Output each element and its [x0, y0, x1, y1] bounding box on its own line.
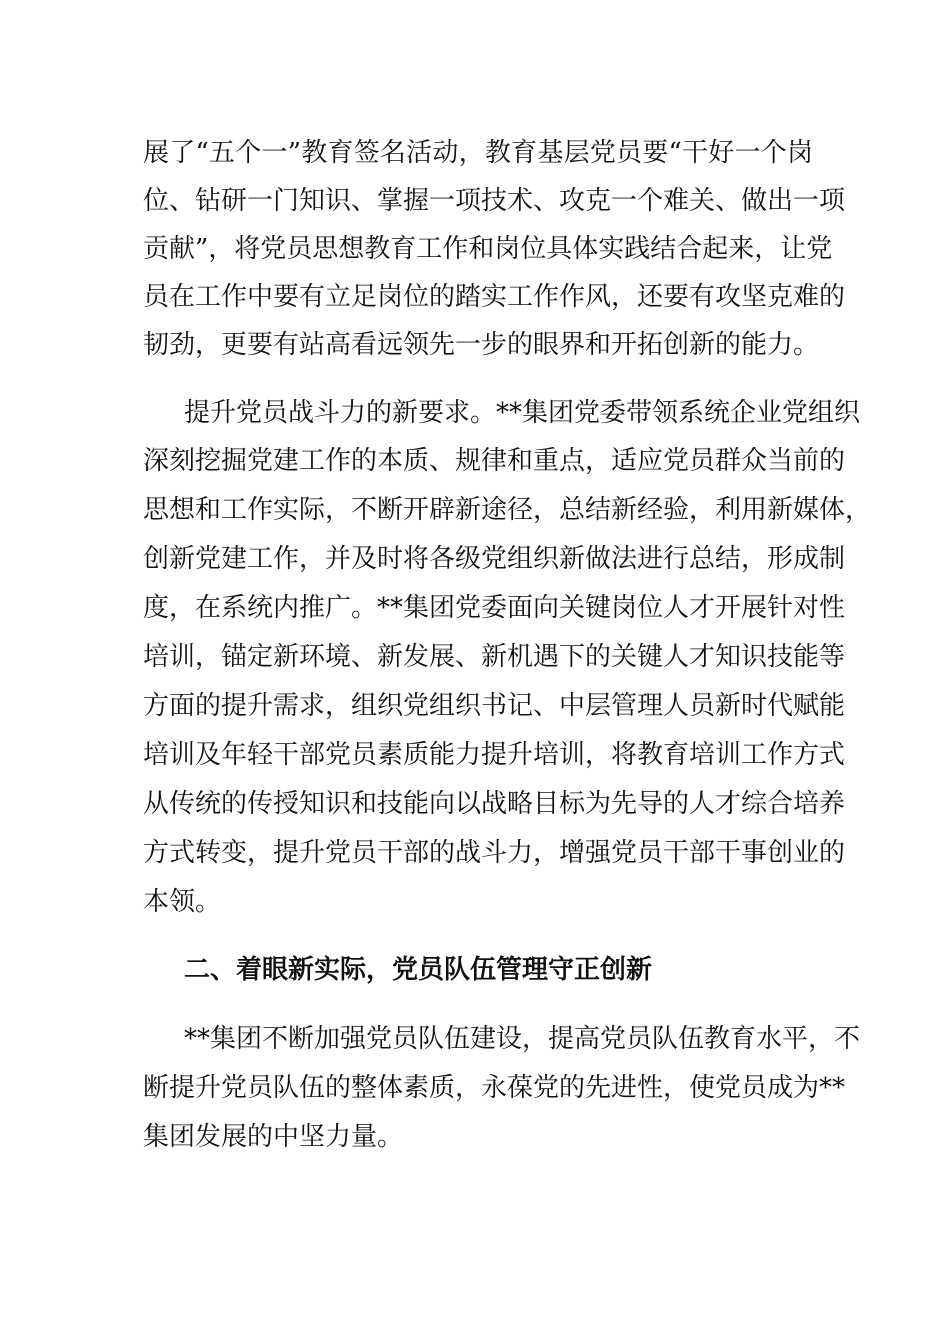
paragraph-line: 深刻挖掘党建工作的本质、规律和重点，适应党员群众当前的 — [143, 446, 846, 476]
paragraph-line: 培训及年轻干部党员素质能力提升培训，将教育培训工作方式 — [143, 740, 846, 770]
paragraph-line: 位、钻研一门知识、掌握一项技术、攻克一个难关、做出一项 — [143, 186, 846, 216]
paragraph-line: 创新党建工作，并及时将各级党组织新做法进行总结，形成制 — [143, 544, 846, 574]
paragraph-line: 本领。 — [143, 887, 222, 917]
paragraph-line: 培训，锚定新环境、新发展、新机遇下的关键人才知识技能等 — [143, 642, 846, 672]
paragraph-line: **集团不断加强党员队伍建设，提高党员队伍教育水平，不 — [184, 1024, 861, 1054]
paragraph-line: 方面的提升需求，组织党组织书记、中层管理人员新时代赋能 — [143, 691, 846, 721]
paragraph-line: 集团发展的中坚力量。 — [143, 1122, 404, 1152]
paragraph-line: 从传统的传授知识和技能向以战略目标为先导的人才综合培养 — [143, 789, 846, 819]
paragraph-line: 展了“五个一”教育签名活动，教育基层党员要“干好一个岗 — [143, 138, 813, 168]
paragraph-line: 韧劲，更要有站高看远领先一步的眼界和开拓创新的能力。 — [143, 330, 820, 360]
paragraph-line: 断提升党员队伍的整体素质，永葆党的先进性，使党员成为** — [143, 1073, 846, 1103]
paragraph-line: 提升党员战斗力的新要求。**集团党委带领系统企业党组织 — [184, 398, 861, 428]
paragraph-line: 度，在系统内推广。**集团党委面向关键岗位人才开展针对性 — [143, 593, 846, 623]
paragraph-line: 员在工作中要有立足岗位的踏实工作作风，还要有攻坚克难的 — [143, 282, 846, 312]
section-heading: 二、着眼新实际，党员队伍管理守正创新 — [184, 955, 653, 985]
paragraph-line: 思想和工作实际，不断开辟新途径，总结新经验，利用新媒体， — [143, 495, 872, 525]
paragraph-line: 贡献”，将党员思想教育工作和岗位具体实践结合起来，让党 — [143, 234, 833, 264]
paragraph-line: 方式转变，提升党员干部的战斗力，增强党员干部干事创业的 — [143, 838, 846, 868]
